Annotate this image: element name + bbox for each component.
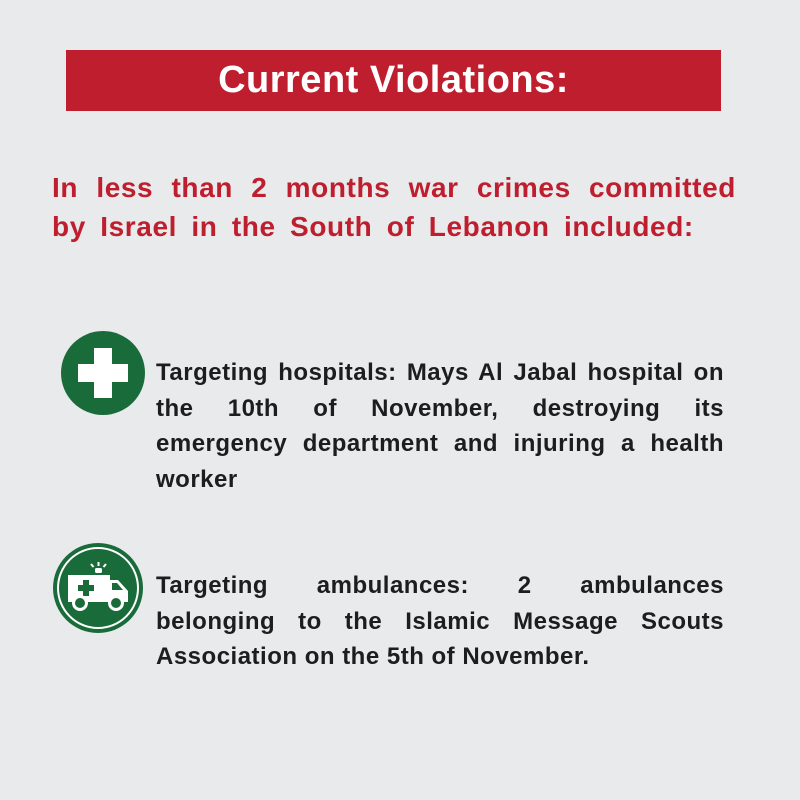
title-banner: [66, 50, 721, 111]
hospital-cross-icon: [60, 330, 146, 416]
hospital-violation-text: Targeting hospitals: Mays Al Jabal hospital on the 10th of November, destroying its emergency department and injuring a health worker: [156, 359, 724, 493]
intro-paragraph: In less than 2 months war crimes committed by Israel in the South of Lebanon included:: [52, 172, 736, 242]
page-title: Current Violations:: [218, 59, 569, 101]
ambulance-violation-text: Targeting ambulances: 2 ambulances belonging to the Islamic Message Scouts Association on the 5th of November.: [156, 572, 724, 670]
ambulance-icon: [52, 542, 144, 634]
